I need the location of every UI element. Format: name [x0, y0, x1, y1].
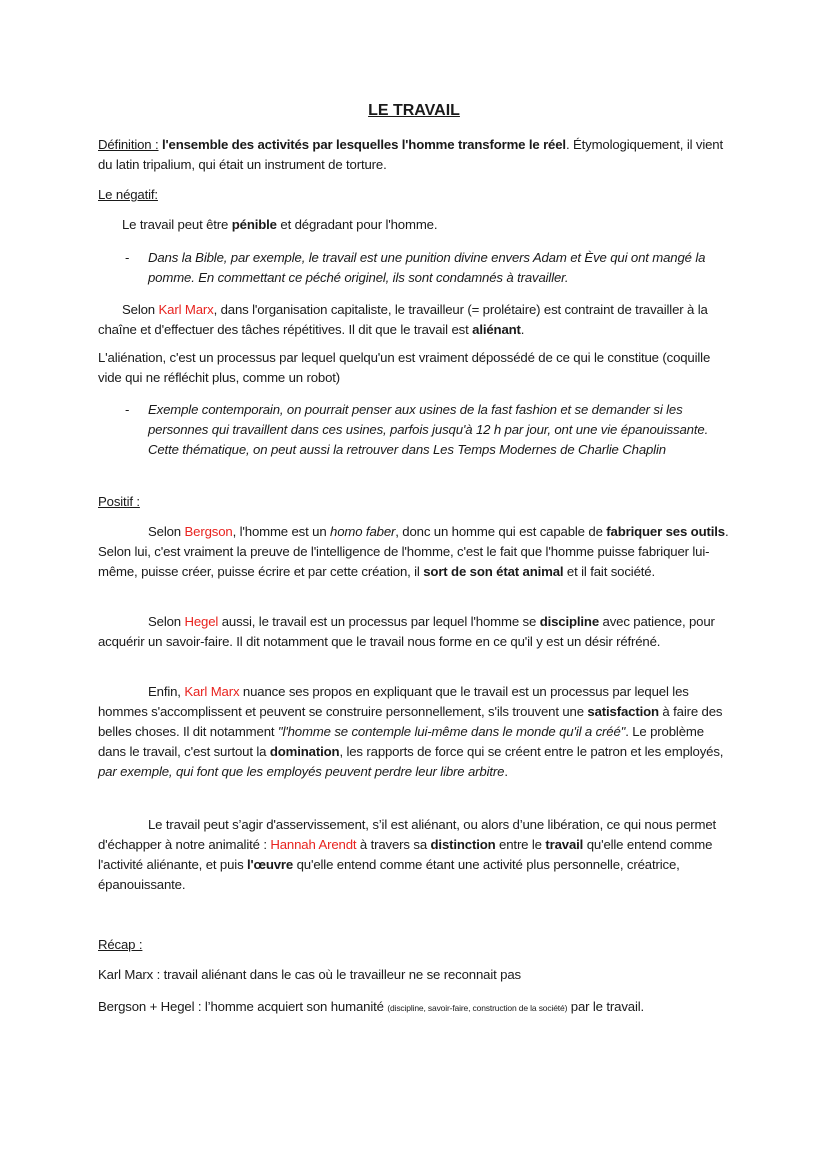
italic-text: par exemple, qui font que les employés peuvent perdre leur libre arbitre [98, 764, 505, 779]
text-run: Enfin, [148, 684, 185, 699]
text-run: nuance ses propos en expliquant que le travail est un processus par lequel les hommes s'accomplissent et peuvent se construire personnellement, s'ils trouvent une [98, 684, 689, 719]
bullet-dash: - [125, 402, 130, 417]
bold-text: distinction [430, 837, 496, 852]
negative-heading [98, 185, 734, 205]
text-run: , dans l'organisation capitaliste, le travailleur (= prolétaire) est contraint de travailler à la chaîne et d'effectuer des tâches répétitives. Il dit que le travail est [98, 302, 708, 337]
italic-text: Exemple contemporain, on pourrait penser aux usines de la fast fashion et se demander si les personnes qui travaillent dans ces usines, parfois jusqu'à 12 h par jour, ont une vie épanouissante. Cette thématique, on peut aussi la retrouver dans Les Temps Modernes de Charlie Chaplin [148, 402, 709, 457]
recap-heading [98, 935, 734, 955]
text-run: Selon [122, 302, 159, 317]
penible-paragraph [122, 215, 732, 235]
author-name: Hegel [184, 614, 219, 629]
text-run: Selon [148, 614, 185, 629]
text-run: et dégradant pour l'homme. [276, 217, 438, 232]
text-run: Bergson + Hegel : l’homme acquiert son humanité [98, 999, 388, 1014]
recap-marx-line [98, 965, 734, 985]
bold-text: travail [545, 837, 584, 852]
text-run: qu'elle entend comme étant une activité plus personnelle, créatrice, épanouissante. [98, 857, 680, 892]
definition-paragraph [98, 135, 734, 175]
text-run: Karl Marx : travail aliénant dans le cas où le travailleur ne se reconnait pas [98, 967, 521, 982]
text-run: . [504, 764, 508, 779]
text-run: Le travail peut s’agir d'asservissement, s’il est aliénant, ou alors d’une libération, ce qui nous permet d'échapper à notre animalité : [98, 817, 717, 852]
author-name: Karl Marx [184, 684, 240, 699]
text-run: , les rapports de force qui se créent entre le patron et les employés, [339, 744, 724, 759]
bold-text: aliénant [472, 322, 521, 337]
italic-text: homo faber [330, 524, 396, 539]
underlined-label: Définition : [98, 137, 159, 152]
bold-text: sort de son état animal [423, 564, 564, 579]
italic-text: Dans la Bible, par exemple, le travail est une punition divine envers Adam et Ève qui ont mangé la pomme. En commettant ce péché originel, ils sont condamnés à travailler. [148, 250, 706, 285]
text-run: , donc un homme qui est capable de [395, 524, 607, 539]
text-run: . Étymologiquement, il vient du latin tripalium, qui était un instrument de torture. [98, 137, 723, 172]
author-name: Karl Marx [158, 302, 214, 317]
marx-alienation-paragraph [98, 300, 734, 340]
underlined-label: Positif : [98, 494, 140, 509]
bold-text: satisfaction [587, 704, 659, 719]
hegel-paragraph [98, 612, 734, 652]
recap-bergson-hegel-line [98, 997, 758, 1018]
marx-nuance-paragraph [98, 682, 734, 782]
text-run: entre le [495, 837, 546, 852]
small-note: (discipline, savoir-faire, construction de la société) [387, 1003, 568, 1013]
bold-text: l'œuvre [247, 857, 294, 872]
text-run: . Selon lui, c'est vraiment la preuve de l'intelligence de l'homme, c'est le fait que l'homme puisse fabriquer lui-même, puisse créer, puisse écrire et par cette création, il [98, 524, 729, 579]
page-title: LE TRAVAIL [368, 102, 460, 119]
text-run: . Le problème dans le travail, c'est surtout la [98, 724, 704, 759]
text-run: et il fait société. [563, 564, 655, 579]
positive-heading [98, 492, 734, 512]
bold-text: pénible [231, 217, 277, 232]
text-run: à travers sa [356, 837, 431, 852]
underlined-label: Le négatif: [98, 187, 158, 202]
author-name: Bergson [184, 524, 233, 539]
bible-bullet [98, 248, 734, 288]
text-run: , l'homme est un [232, 524, 331, 539]
text-run: avec patience, pour acquérir un savoir-faire. Il dit notamment que le travail nous forme en ce qu'il y est un désir réfréné. [98, 614, 715, 649]
author-name: Hannah Arendt [270, 837, 357, 852]
arendt-paragraph [98, 815, 734, 895]
text-run: qu'elle entend comme l'activité aliénante, et puis [98, 837, 713, 872]
bullet-dash: - [125, 250, 130, 265]
bold-text: fabriquer ses outils [606, 524, 725, 539]
bold-text: domination [269, 744, 340, 759]
text-run: par le travail. [567, 999, 645, 1014]
fast-fashion-bullet [98, 400, 734, 460]
bold-text: l'ensemble des activités par lesquelles l'homme transforme le réel [162, 137, 566, 152]
text-run: aussi, le travail est un processus par lequel l'homme se [218, 614, 540, 629]
text-run: à faire des belles choses. Il dit notamment [98, 704, 723, 739]
text-run: . [520, 322, 525, 337]
text-run: L'aliénation, c'est un processus par lequel quelqu'un est vraiment dépossédé de ce qui le constitue (coquille vide qui ne réfléchit plus, comme un robot) [98, 350, 711, 385]
alienation-definition-paragraph [98, 348, 734, 388]
bold-text: discipline [539, 614, 600, 629]
italic-text: "l'homme se contemple lui-même dans le monde qu'il a créé" [277, 724, 626, 739]
text-run: Selon [148, 524, 185, 539]
bergson-paragraph [98, 522, 734, 582]
underlined-label: Récap : [98, 937, 143, 952]
text-run: Le travail peut être [122, 217, 232, 232]
